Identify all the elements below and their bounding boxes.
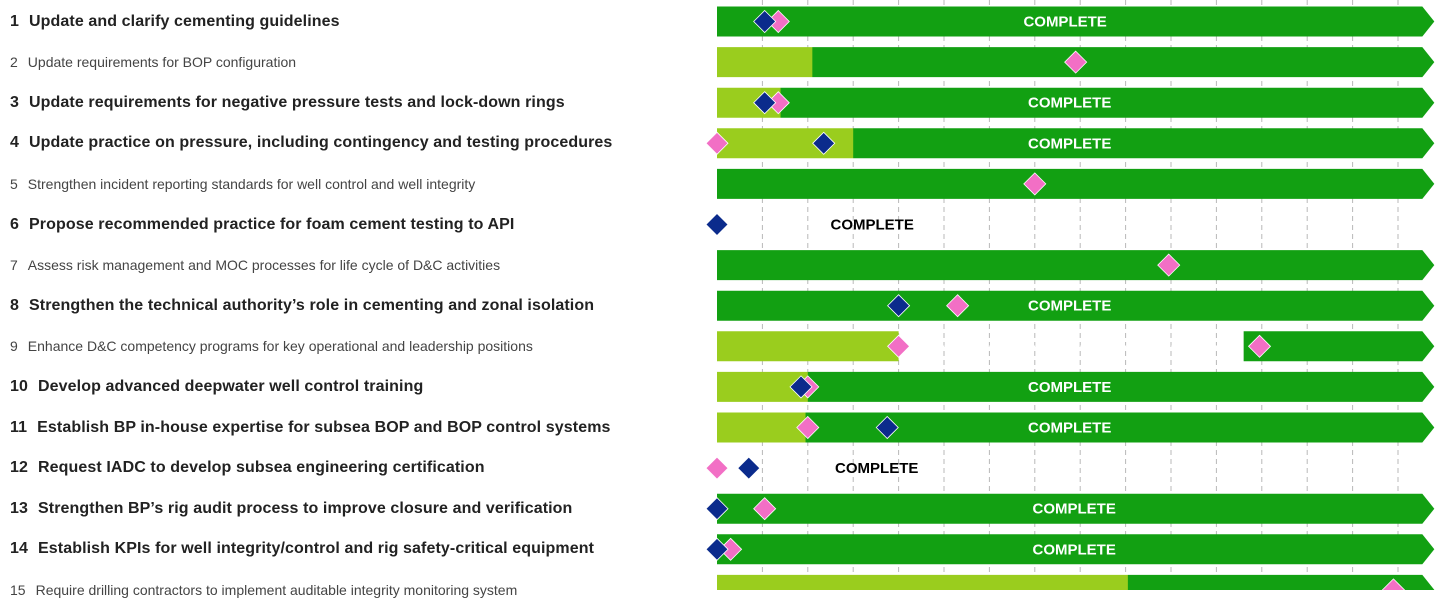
row-number: 3 xyxy=(10,93,19,111)
row-label-text: Strengthen BP’s rig audit process to improve closure and verification xyxy=(38,499,573,517)
main-phase-bar xyxy=(717,250,1434,280)
status-label: COMPLETE xyxy=(1023,13,1107,31)
row-number: 8 xyxy=(10,296,19,314)
row-label-text: Propose recommended practice for foam cement testing to API xyxy=(29,215,515,233)
main-phase-bar xyxy=(853,128,1434,158)
early-phase-bar xyxy=(717,128,865,158)
row-label-text: Enhance D&C competency programs for key operational and leadership positions xyxy=(27,338,533,355)
row-number: 1 xyxy=(10,12,19,30)
plan-milestone-marker xyxy=(706,457,728,479)
early-phase-bar xyxy=(717,47,824,77)
deferral-arrow-head xyxy=(1233,340,1244,352)
row-label-text: Require drilling contractors to implement auditable integrity monitoring system xyxy=(35,581,518,598)
row-number: 2 xyxy=(10,54,18,71)
row-number: 4 xyxy=(10,134,19,152)
main-phase-bar xyxy=(717,169,1434,199)
row-number: 7 xyxy=(10,257,18,274)
row-label-text: Update and clarify cementing guidelines xyxy=(29,12,340,30)
early-phase-bar xyxy=(717,331,899,361)
actual-milestone-marker xyxy=(738,457,760,479)
status-label: COMPLETE xyxy=(835,460,919,478)
main-phase-bar xyxy=(812,47,1434,77)
main-phase-bar xyxy=(806,413,1435,443)
status-label: COMPLETE xyxy=(1027,419,1112,437)
row-label-text: Assess risk management and MOC processes for life cycle of D&C activities xyxy=(27,257,501,274)
row-number: 13 xyxy=(10,499,28,517)
main-phase-bar xyxy=(1244,331,1435,361)
row-label-text: Develop advanced deepwater well control training xyxy=(38,377,424,395)
status-label: COMPLETE xyxy=(1032,541,1116,559)
row-number: 10 xyxy=(10,377,28,395)
row-number: 12 xyxy=(10,459,28,477)
main-phase-bar xyxy=(808,372,1435,402)
row-label-text: Update requirements for negative pressure tests and lock-down rings xyxy=(29,93,565,111)
row-label-text: Establish BP in-house expertise for subsea BOP and BOP control systems xyxy=(37,418,611,436)
row-number: 14 xyxy=(10,540,28,558)
row-number: 11 xyxy=(10,418,28,436)
status-label: COMPLETE xyxy=(1027,297,1112,315)
status-label: COMPLETE xyxy=(1032,500,1116,518)
row-label-text: Update practice on pressure, including contingency and testing procedures xyxy=(29,134,613,152)
row-label-text: Update requirements for BOP configuration xyxy=(27,54,297,71)
row-number: 9 xyxy=(10,338,18,355)
row-number: 15 xyxy=(10,581,26,598)
status-label: COMPLETE xyxy=(830,216,914,234)
row-number: 5 xyxy=(10,175,18,192)
row-label-text: Establish KPIs for well integrity/control and rig safety-critical equipment xyxy=(38,540,595,558)
row-label-text: Strengthen the technical authority’s role in cementing and zonal isolation xyxy=(29,296,595,314)
early-phase-bar xyxy=(717,575,1140,590)
status-label: COMPLETE xyxy=(1027,94,1112,112)
row-label-text: Strengthen incident reporting standards for well control and well integrity xyxy=(27,175,476,192)
row-label-text: Request IADC to develop subsea engineering certification xyxy=(38,459,485,477)
row-number: 6 xyxy=(10,215,19,233)
actual-milestone-marker xyxy=(706,214,728,236)
status-label: COMPLETE xyxy=(1027,135,1112,153)
status-label: COMPLETE xyxy=(1027,378,1112,396)
